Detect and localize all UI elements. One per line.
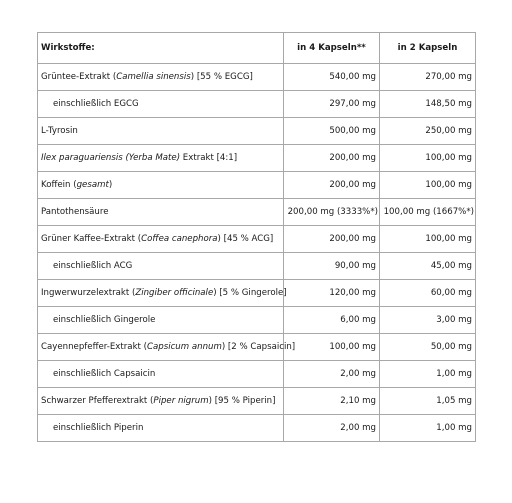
table-header-row (38, 33, 476, 64)
ingredient-cell (38, 415, 284, 442)
ingredient-cell (38, 172, 284, 199)
dose-2-cell: 250,00 mg (380, 118, 476, 145)
table-row (38, 145, 476, 172)
ingredient-name: Ingwerwurzelextrakt ( (41, 287, 136, 298)
ingredient-name: Koffein ( (41, 179, 77, 190)
dose-2-cell: 100,00 mg (1667%*) (380, 199, 476, 226)
ingredient-cell (38, 91, 284, 118)
table-row (38, 361, 476, 388)
table-row (38, 226, 476, 253)
ingredient-cell (38, 280, 287, 307)
dose-4-cell: 297,00 mg (284, 91, 380, 118)
dose-4-cell: 2,00 mg (284, 361, 380, 388)
ingredient-latin-name: Ilex paraguariensis (Yerba Mate) (41, 152, 181, 163)
ingredient-name: Schwarzer Pfefferextrakt ( (41, 395, 154, 406)
ingredients-table (37, 32, 476, 442)
ingredient-name: einschließlich Piperin (53, 422, 144, 433)
dose-4-cell: 540,00 mg (284, 64, 380, 91)
dose-4-cell: 200,00 mg (3333%*) (284, 199, 380, 226)
dose-4-cell: 2,10 mg (284, 388, 380, 415)
ingredient-name-suffix: ) [95 % Piperin] (208, 395, 276, 406)
dose-2-cell: 1,00 mg (380, 415, 476, 442)
table-row (38, 253, 476, 280)
table-row (38, 199, 476, 226)
ingredient-name: einschließlich Gingerole (53, 314, 156, 325)
dose-2-cell: 148,50 mg (380, 91, 476, 118)
ingredient-cell (38, 145, 284, 172)
header-ingredient: Wirkstoffe: (38, 33, 284, 64)
dose-4-cell: 2,00 mg (284, 415, 380, 442)
ingredient-name-suffix: ) (108, 179, 113, 190)
dose-4-cell: 6,00 mg (284, 307, 380, 334)
ingredient-cell (38, 307, 284, 334)
ingredient-name-suffix: ) [5 % Gingerole] (213, 287, 287, 298)
header-dose-4-capsules: in 4 Kapseln** (284, 33, 380, 64)
dose-2-cell: 45,00 mg (380, 253, 476, 280)
table-row (38, 91, 476, 118)
dose-2-cell: 50,00 mg (380, 334, 476, 361)
table-row (38, 64, 476, 91)
ingredient-latin-name: Coffea canephora (141, 233, 218, 244)
dose-2-cell: 3,00 mg (380, 307, 476, 334)
dose-2-cell: 100,00 mg (380, 172, 476, 199)
table-row (38, 307, 476, 334)
table-row (38, 118, 476, 145)
dose-4-cell: 200,00 mg (284, 145, 380, 172)
ingredient-name-suffix: ) [2 % Capsaicin] (221, 341, 296, 352)
ingredient-cell (38, 199, 284, 226)
table-row (38, 334, 476, 361)
ingredient-name: Cayennepfeffer-Extrakt ( (41, 341, 147, 352)
ingredient-name: Grüntee-Extrakt ( (41, 71, 117, 82)
ingredient-latin-name: Zingiber officinale (135, 287, 214, 298)
ingredient-cell (38, 388, 284, 415)
ingredient-name: einschließlich EGCG (53, 98, 139, 109)
ingredient-name-suffix: ) [55 % EGCG] (190, 71, 253, 82)
table-row (38, 280, 476, 307)
dose-4-cell: 200,00 mg (284, 226, 380, 253)
ingredient-cell (38, 64, 284, 91)
ingredient-name-suffix: ) [45 % ACG] (217, 233, 274, 244)
dose-2-cell: 60,00 mg (380, 280, 476, 307)
ingredient-name: L-Tyrosin (41, 125, 78, 136)
ingredient-latin-name: gesamt (76, 179, 109, 190)
header-dose-2-capsules: in 2 Kapseln (380, 33, 476, 64)
dose-2-cell: 1,05 mg (380, 388, 476, 415)
ingredient-name: Pantothensäure (41, 206, 109, 217)
dose-2-cell: 100,00 mg (380, 226, 476, 253)
ingredient-cell (38, 361, 284, 388)
ingredient-latin-name: Camellia sinensis (116, 71, 191, 82)
table-row (38, 415, 476, 442)
table-row (38, 172, 476, 199)
table-body (38, 64, 476, 442)
ingredient-cell (38, 118, 284, 145)
ingredient-latin-name: Piper nigrum (153, 395, 209, 406)
ingredient-name: einschließlich Capsaicin (53, 368, 156, 379)
table-row (38, 388, 476, 415)
dose-4-cell: 100,00 mg (284, 334, 380, 361)
dose-2-cell: 1,00 mg (380, 361, 476, 388)
dose-2-cell: 100,00 mg (380, 145, 476, 172)
ingredient-name-suffix: Extrakt [4:1] (180, 152, 238, 163)
dose-2-cell: 270,00 mg (380, 64, 476, 91)
ingredient-cell (38, 253, 284, 280)
dose-4-cell: 120,00 mg (284, 280, 380, 307)
ingredient-name: einschließlich ACG (53, 260, 133, 271)
dose-4-cell: 500,00 mg (284, 118, 380, 145)
ingredient-cell (38, 226, 284, 253)
ingredient-name: Grüner Kaffee-Extrakt ( (41, 233, 142, 244)
ingredient-cell (38, 334, 296, 361)
dose-4-cell: 200,00 mg (284, 172, 380, 199)
ingredient-latin-name: Capsicum annum (147, 341, 222, 352)
dose-4-cell: 90,00 mg (284, 253, 380, 280)
